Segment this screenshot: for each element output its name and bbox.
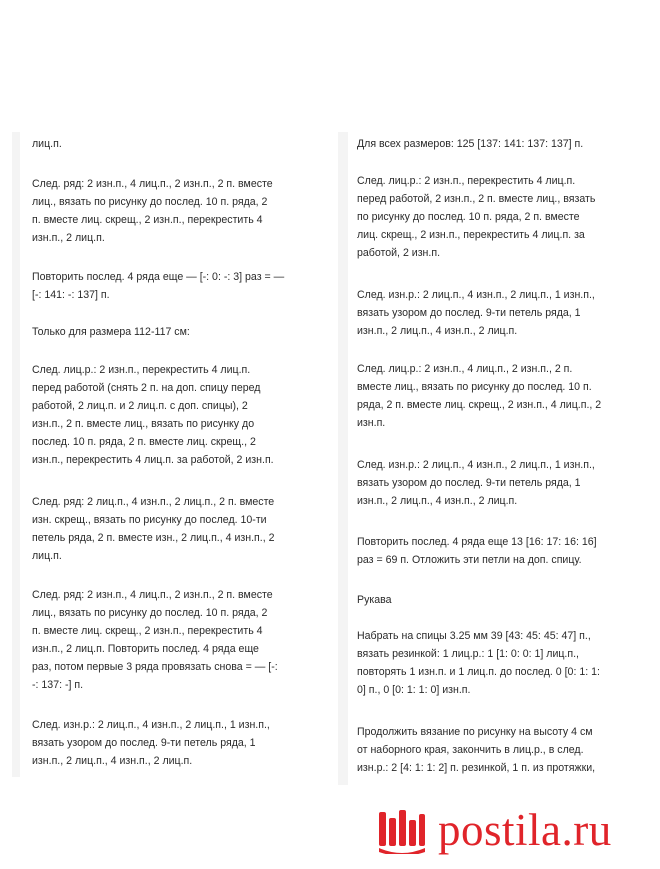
paragraph: След. лиц.р.: 2 изн.п., перекрестить 4 лиц.п. перед работой, 2 изн.п., 2 п. вместе лиц., вязать по рисунку до послед. 10 п. ряда, 2 п. вместе лиц. скрещ., 2 изн.п., перекрестить 4 лиц.п. за работой, 2 изн.п. xyxy=(357,175,596,260)
paragraph: Только для размера 112-117 см: xyxy=(32,326,190,338)
paragraph: Повторить послед. 4 ряда еще — [-: 0: -: 3] раз = — [-: 141: -: 137] п. xyxy=(32,271,285,302)
paragraph: Повторить послед. 4 ряда еще 13 [16: 17: 16: 16] раз = 69 п. Отложить эти петли на доп. спицу. xyxy=(357,536,597,567)
paragraph: След. изн.р.: 2 лиц.п., 4 изн.п., 2 лиц.п., 1 изн.п., вязать узором до послед. 9-ти петель ряда, 1 изн.п., 2 лиц.п., 4 изн.п., 2 лиц.п. xyxy=(357,459,595,508)
watermark-logo: postila.ru xyxy=(438,805,612,855)
paragraph: След. изн.р.: 2 лиц.п., 4 изн.п., 2 лиц.п., 1 изн.п., вязать узором до послед. 9-ти петель ряда, 1 изн.п., 2 лиц.п., 4 изн.п., 2 лиц.п. xyxy=(357,289,595,338)
paragraph: След. ряд: 2 лиц.п., 4 изн.п., 2 лиц.п., 2 п. вместе изн. скрещ., вязать по рисунку до послед. 10-ти петель ряда, 2 п. вместе изн., 2 лиц.п., 4 изн.п., 2 лиц.п. xyxy=(32,496,275,563)
paragraph: След. лиц.р.: 2 изн.п., перекрестить 4 лиц.п. перед работой (снять 2 п. на доп. спицу перед работой, 2 лиц.п. и 2 лиц.п. с доп. спицы), 2 изн.п., 2 п. вместе лиц., вязать по рисунку до послед. 10 п. ряда, 2 п. вместе лиц. скрещ., 2 изн.п., перекрестить 4 лиц.п. за работой, 2 изн.п. xyxy=(32,364,274,467)
paragraph: Продолжить вязание по рисунку на высоту 4 см от наборного края, закончить в лиц.р., в след. изн.р.: 2 [4: 1: 1: 2] п. резинкой, 1 п. из протяжки, xyxy=(357,726,596,775)
paragraph: лиц.п. xyxy=(32,138,62,150)
paragraph: След. изн.р.: 2 лиц.п., 4 изн.п., 2 лиц.п., 1 изн.п., вязать узором до послед. 9-ти петель ряда, 1 изн.п., 2 лиц.п., 4 изн.п., 2 лиц.п. xyxy=(32,719,270,768)
section-heading: Рукава xyxy=(357,594,392,606)
paragraph: След. ряд: 2 изн.п., 4 лиц.п., 2 изн.п., 2 п. вместе лиц., вязать по рисунку до послед. 10 п. ряда, 2 п. вместе лиц. скрещ., 2 изн.п., перекрестить 4 изн.п., 2 лиц.п. xyxy=(32,178,273,245)
paragraph: Для всех размеров: 125 [137: 141: 137: 137] п. xyxy=(357,138,584,150)
postila-logo-icon xyxy=(377,808,427,854)
right-text-column xyxy=(338,132,647,785)
left-text-column xyxy=(12,132,318,777)
paragraph: След. лиц.р.: 2 изн.п., 4 лиц.п., 2 изн.п., 2 п. вместе лиц., вязать по рисунку до послед. 10 п. ряда, 2 п. вместе лиц. скрещ., 2 изн.п., 4 лиц.п., 2 изн.п. xyxy=(357,363,602,430)
column-margin-strip xyxy=(12,132,20,777)
paragraph: Набрать на спицы 3.25 мм 39 [43: 45: 45: 47] п., вязать резинкой: 1 лиц.р.: 1 [1: 0: 0: 1] лиц.п., повторять 1 изн.п. и 1 лиц.п. до послед. 0 [0: 1: 1: 0] п., 0 [0: 1: 1: 0] изн.п. xyxy=(357,630,600,697)
paragraph: След. ряд: 2 изн.п., 4 лиц.п., 2 изн.п., 2 п. вместе лиц., вязать по рисунку до послед. 10 п. ряда, 2 п. вместе лиц. скрещ., 2 изн.п., перекрестить 4 изн.п., 2 лиц.п. Повторить послед. 4 ряда еще раз, потом первые 3 ряда провязать снова = — [-: -: 137: -] п. xyxy=(32,589,278,692)
column-margin-strip xyxy=(338,132,348,785)
